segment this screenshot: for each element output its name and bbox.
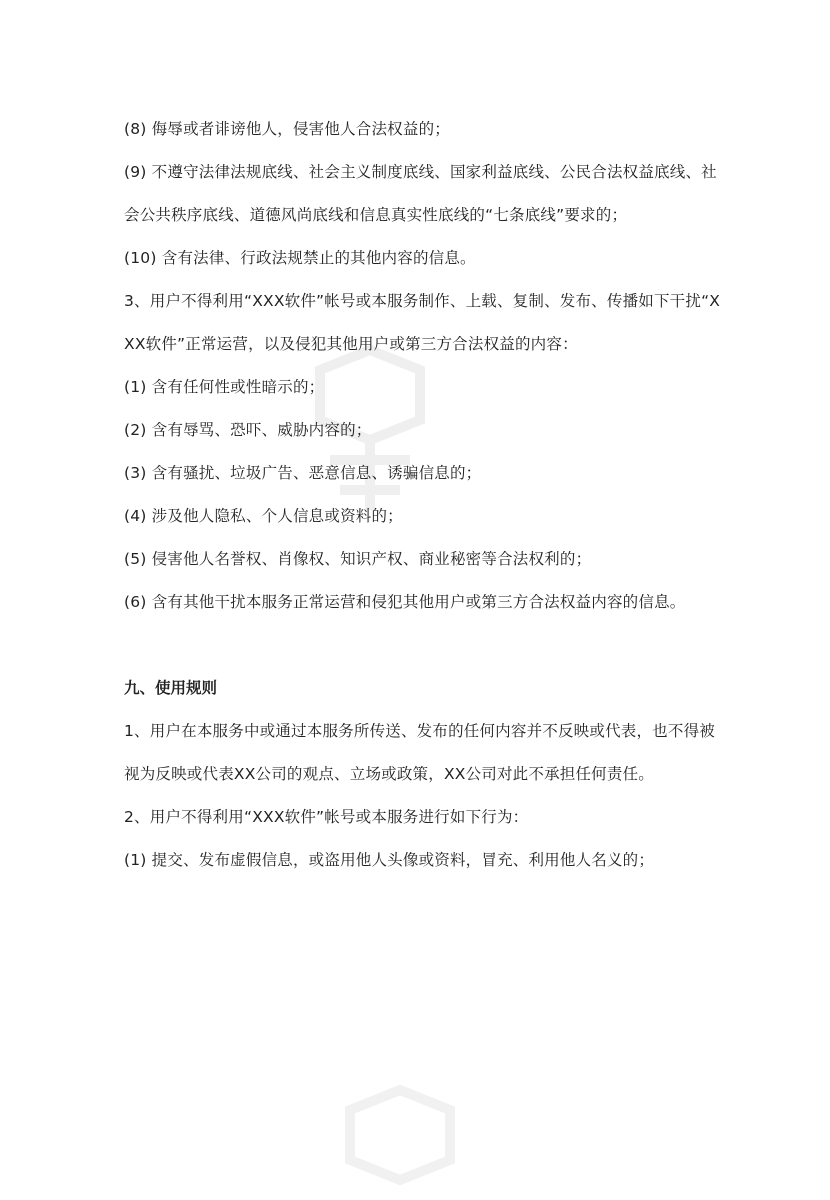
paragraph-item-9: (9) 不遵守法律法规底线、社会主义制度底线、国家利益底线、公民合法权益底线、社会公共秩序底线、道德风尚底线和信息真实性底线的“七条底线”要求的； [124, 163, 717, 224]
paragraph-sub-3: (3) 含有骚扰、垃圾广告、恶意信息、诱骗信息的； [124, 464, 482, 482]
watermark-logo-bottom [330, 1080, 470, 1200]
paragraph-sub-5: (5) 侵害他人名誉权、肖像权、知识产权、商业秘密等合法权利的； [124, 550, 592, 568]
section-spacer [124, 624, 724, 667]
paragraph-item-8: (8) 侮辱或者诽谤他人，侵害他人合法权益的； [124, 120, 450, 138]
paragraph-rule-2-sub-1: (1) 提交、发布虚假信息，或盗用他人头像或资料，冒充、利用他人名义的； [124, 851, 655, 869]
document-body [124, 108, 724, 882]
paragraph-sub-4: (4) 涉及他人隐私、个人信息或资料的； [124, 507, 403, 525]
paragraph-rule-1: 1、用户在本服务中或通过本服务所传送、发布的任何内容并不反映或代表，也不得被视为反映或代表XX公司的观点、立场或政策，XX公司对此不承担任何责任。 [124, 722, 715, 783]
paragraph-sub-2: (2) 含有辱骂、恐吓、威胁内容的； [124, 421, 372, 439]
paragraph-rule-2: 2、用户不得利用“XXX软件”帐号或本服务进行如下行为： [124, 808, 529, 826]
paragraph-sub-1: (1) 含有任何性或性暗示的； [124, 378, 325, 396]
paragraph-sub-6: (6) 含有其他干扰本服务正常运营和侵犯其他用户或第三方合法权益内容的信息。 [124, 593, 686, 611]
section-heading: 九、使用规则 [124, 679, 218, 697]
paragraph-clause-3: 3、用户不得利用“XXX软件”帐号或本服务制作、上载、复制、发布、传播如下干扰“XXX软件”正常运营，以及侵犯其他用户或第三方合法权益的内容： [124, 292, 721, 353]
paragraph-item-10: (10) 含有法律、行政法规禁止的其他内容的信息。 [124, 249, 476, 267]
